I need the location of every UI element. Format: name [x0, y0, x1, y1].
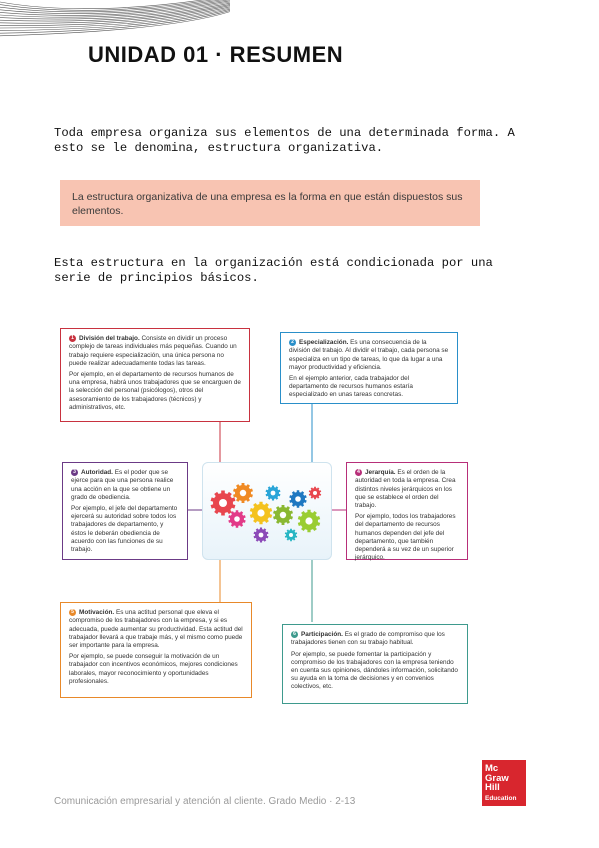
box-example: En el ejemplo anterior, cada trabajador del departamento de recursos humanos estaría especializado en unas tareas concretas. — [289, 375, 413, 399]
box-example: Por ejemplo, en el departamento de recursos humanos de una empresa, habrá unos trabajadores que se encarguen de la selección del personal (psicólogos), otros del asesoramiento de los trabajadores (técnicos) y administrativos, etc. — [69, 371, 241, 411]
box-text: Es una consecuencia de la división del trabajo. Al dividir el trabajo, cada persona se especializa en un tipo de tareas, lo que da lugar a una mayor productividad y eficiencia. — [289, 339, 449, 371]
corner-decoration — [0, 0, 230, 40]
gears-illustration — [202, 462, 332, 560]
box-example: Por ejemplo, se puede conseguir la motivación de un trabajador con incentivos económicos, mejores condiciones laborales, mayor reconocimiento y oportunidades profesionales. — [69, 653, 238, 685]
box-heading: División del trabajo. — [79, 335, 140, 343]
box-example: Por ejemplo, todos los trabajadores del departamento de recursos humanos dependen del jefe del departamento, que también dependerá a su vez de un superior jerárquico. — [355, 513, 456, 562]
number-badge: 3 — [71, 469, 78, 476]
box-heading: Jerarquía. — [365, 469, 396, 477]
principle-box-participation — [282, 624, 468, 704]
box-text: Es el grado de compromiso que los trabajadores tienen con su trabajo habitual. — [291, 631, 445, 647]
principles-diagram — [50, 322, 550, 712]
box-example: Por ejemplo, el jefe del departamento ejercerá su autoridad sobre todos los trabajadores de departamento, y éstos le deberán obediencia de acuerdo con las funciones de su trabajo. — [71, 505, 178, 554]
number-badge: 1 — [69, 335, 76, 342]
box-heading: Motivación. — [79, 609, 115, 617]
page-title: UNIDAD 01 · RESUMEN — [88, 42, 344, 67]
box-heading: Participación. — [301, 631, 343, 639]
box-heading: Especialización. — [299, 339, 349, 347]
principle-box-authority — [62, 462, 188, 560]
logo-line: Hill — [485, 782, 500, 793]
gears-icon — [203, 463, 331, 559]
publisher-logo — [482, 760, 526, 806]
logo-line: Graw — [485, 772, 509, 784]
number-badge: 4 — [355, 469, 362, 476]
box-text: Consiste en dividir un proceso complejo de tareas individuales más pequeñas. Cuando un trabajo requiere especialización, una única persona no puede realizar adecuadamente todas las tareas. — [69, 335, 237, 367]
box-heading: Autoridad. — [81, 469, 113, 477]
number-badge: 2 — [289, 339, 296, 346]
principle-box-division — [60, 328, 250, 422]
box-text: Es el orden de la autoridad en toda la empresa. Crea distintos niveles jerárquicos en los que se establece el orden del trabajo. — [355, 469, 456, 509]
principles-paragraph: Esta estructura en la organización está condicionada por una serie de principios básicos. — [54, 256, 493, 285]
box-example: Por ejemplo, se puede fomentar la participación y compromiso de los trabajadores con la empresa teniendo en cuenta sus opiniones, dándoles información, solicitando su ayuda en la toma de decisiones y en convenios colectivos, etc. — [291, 650, 458, 691]
logo-line: Education — [485, 794, 517, 802]
page-footer: Comunicación empresarial y atención al cliente. Grado Medio · 2-13 — [54, 796, 356, 807]
box-text: Es el poder que se ejerce para que una persona realice una acción en la que se obtiene un grado de obediencia. — [71, 469, 174, 501]
box-text: Es una actitud personal que eleva el compromiso de los trabajadores con la empresa, y si es adecuada, puede aumentar su productividad. Esta actitud del trabajador llevará a que trabaje más, y el mismo como puede ser importante para la empresa. — [69, 609, 243, 649]
number-badge: 6 — [291, 631, 298, 638]
principle-box-motivation — [60, 602, 252, 698]
principle-box-specialization — [280, 332, 458, 404]
number-badge: 5 — [69, 609, 76, 616]
logo-line: Mc — [485, 763, 499, 774]
principle-box-hierarchy — [346, 462, 468, 560]
intro-paragraph: Toda empresa organiza sus elementos de una determinada forma. A esto se le denomina, estructura organizativa. — [54, 126, 515, 155]
definition-highlight: La estructura organizativa de una empresa es la forma en que están dispuestos sus elementos. — [60, 180, 480, 226]
